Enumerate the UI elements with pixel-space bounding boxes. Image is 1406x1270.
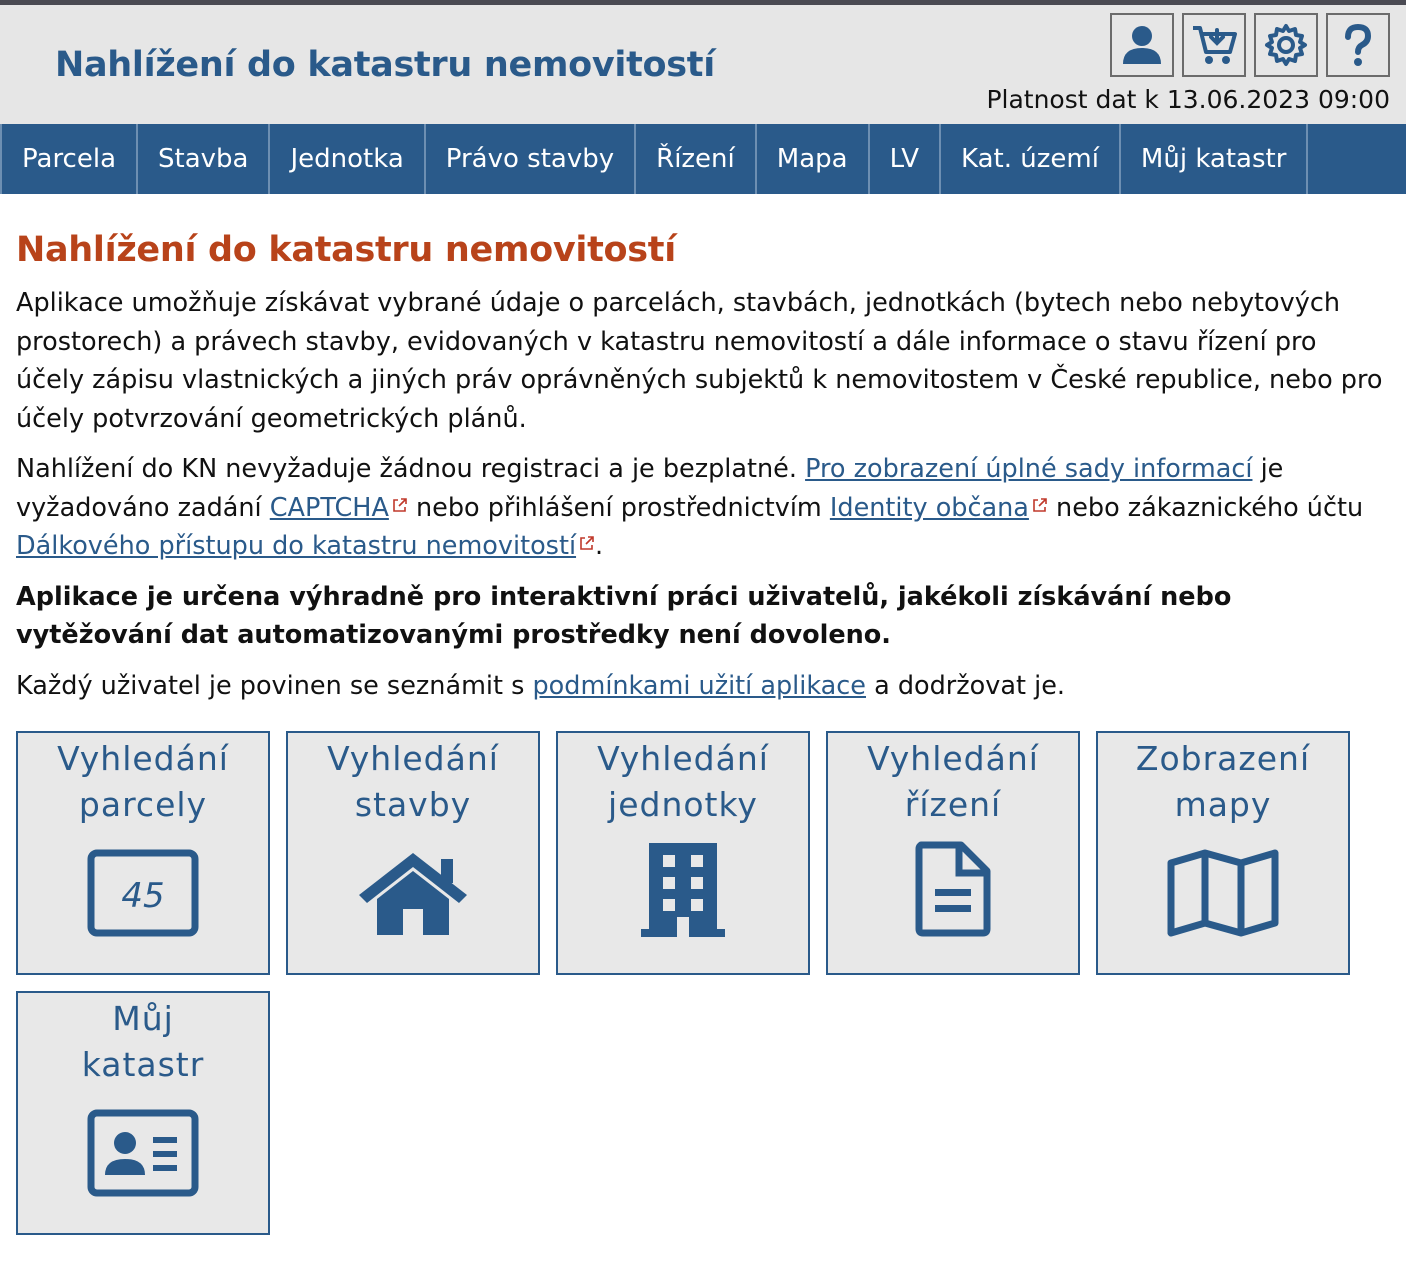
tile-label-line: Vyhledání (597, 739, 769, 778)
tile-my-cadastre[interactable] (16, 991, 270, 1235)
parcel-number: 45 (121, 876, 165, 916)
parcel-number-icon (87, 849, 199, 937)
page-title: Nahlížení do katastru nemovitostí (16, 230, 676, 270)
tile-label-line: stavby (354, 785, 472, 824)
automation-warning: Aplikace je určena výhradně pro interaktivní práci uživatelů, jakékoli získávání nebo vytěžování dat automatizovanými prostředky není dovoleno. (16, 581, 1232, 650)
main-content (0, 230, 1406, 1235)
house-icon (357, 849, 469, 937)
access-text-1: Nahlížení do KN nevyžaduje žádnou registraci a je bezplatné. (16, 454, 806, 484)
tile-grid (16, 731, 1376, 1235)
id-card-icon (87, 1109, 199, 1197)
external-link-icon (578, 535, 595, 552)
terms-text-1: Každý uživatel je povinen se seznámit s (16, 670, 533, 701)
tile-label-line: Vyhledání (867, 739, 1039, 778)
data-validity: Platnost dat k 13.06.2023 09:00 (986, 85, 1390, 114)
nav-item-parcela[interactable]: Parcela (0, 124, 138, 194)
question-icon (1335, 22, 1381, 68)
access-text-3: nebo přihlášení prostřednictvím (407, 492, 830, 523)
user-icon (1119, 22, 1165, 68)
building-icon (639, 841, 727, 937)
terms-paragraph (16, 667, 1390, 706)
tile-show-map[interactable] (1096, 731, 1350, 975)
nav-item-stavba[interactable]: Stavba (138, 124, 270, 194)
nav-item-rizeni[interactable]: Řízení (636, 124, 757, 194)
tile-label-line: Zobrazení (1135, 739, 1311, 778)
external-link-icon (391, 497, 408, 514)
tile-search-building[interactable] (286, 731, 540, 975)
tile-label (18, 736, 268, 828)
access-text-2: je vyžadováno zadání (16, 454, 1284, 523)
access-text-4: nebo zákaznického účtu (1047, 492, 1364, 523)
access-paragraph (16, 450, 1390, 566)
nav-item-kat-uzemi[interactable]: Kat. území (941, 124, 1121, 194)
terms-text-2: a dodržovat je. (866, 670, 1065, 701)
intro-paragraph: Aplikace umožňuje získávat vybrané údaje o parcelách, stavbách, jednotkách (bytech nebo nebytových prostorech) a právech stavby, evidovaných v katastru nemovitostí a dále informace o stavu řízení pro účely zápisu vlastnických a jiných práv oprávněných subjektů k nemovitostem v České republice, nebo pro účely potvrzování geometrických plánů. (16, 288, 1383, 434)
site-title[interactable]: Nahlížení do katastru nemovitostí (55, 45, 715, 85)
main-nav (0, 124, 1406, 194)
document-icon (913, 841, 993, 937)
tile-search-proceedings[interactable] (826, 731, 1080, 975)
captcha-link[interactable]: CAPTCHA (269, 492, 389, 523)
tile-label-line: Vyhledání (327, 739, 499, 778)
nav-item-jednotka[interactable]: Jednotka (270, 124, 425, 194)
external-link-icon (1031, 497, 1048, 514)
tile-label (558, 736, 808, 828)
help-button[interactable] (1326, 13, 1390, 77)
tile-label (1098, 736, 1348, 828)
tile-label-line: katastr (81, 1045, 205, 1084)
cart-button[interactable] (1182, 13, 1246, 77)
tile-label-line: mapy (1174, 785, 1272, 824)
cart-download-icon (1191, 22, 1237, 68)
settings-button[interactable] (1254, 13, 1318, 77)
tile-label-line: Můj (112, 999, 174, 1038)
remote-access-link[interactable]: Dálkového přístupu do katastru nemovitostí (16, 531, 577, 561)
nav-item-mapa[interactable]: Mapa (757, 124, 870, 194)
nav-item-muj-katastr[interactable]: Můj katastr (1121, 124, 1309, 194)
identity-link[interactable]: Identity občana (829, 492, 1029, 523)
tile-label-line: jednotky (608, 785, 758, 824)
tile-search-unit[interactable] (556, 731, 810, 975)
user-button[interactable] (1110, 13, 1174, 77)
tile-label (288, 736, 538, 828)
tile-label-line: Vyhledání (57, 739, 229, 778)
gear-icon (1263, 22, 1309, 68)
map-icon (1167, 849, 1279, 937)
tile-label-line: parcely (78, 785, 208, 824)
terms-link[interactable]: podmínkami užití aplikace (532, 670, 866, 701)
header-toolbar (1110, 13, 1390, 77)
full-info-link[interactable]: Pro zobrazení úplné sady informací (805, 454, 1253, 484)
tile-label (828, 736, 1078, 828)
tile-search-parcel[interactable] (16, 731, 270, 975)
tile-label-line: řízení (904, 785, 1002, 824)
tile-label (18, 996, 268, 1088)
nav-item-lv[interactable]: LV (870, 124, 941, 194)
access-text-5: . (595, 531, 604, 561)
nav-item-pravo-stavby[interactable]: Právo stavby (426, 124, 636, 194)
site-header (0, 5, 1406, 124)
